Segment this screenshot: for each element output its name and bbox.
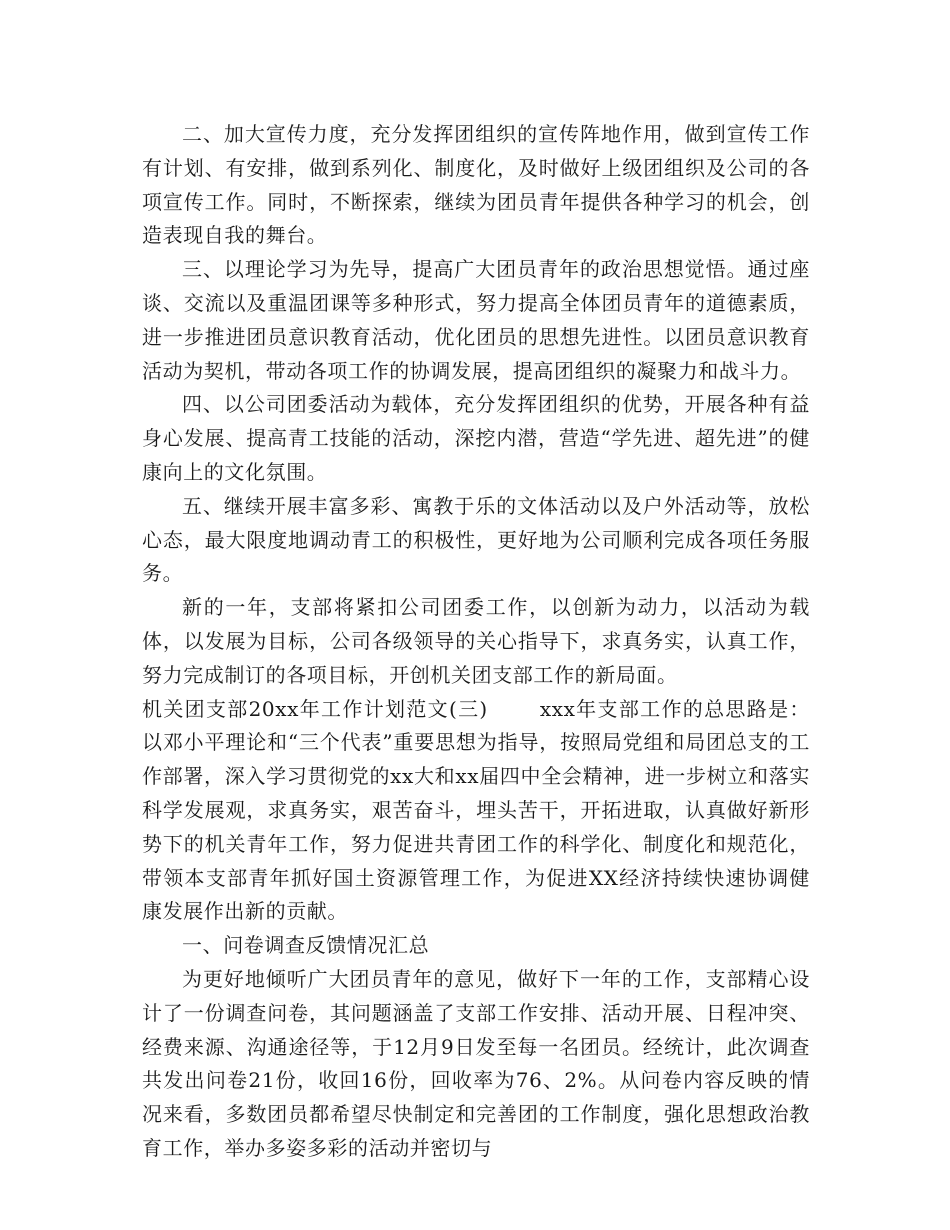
paragraph-survey-details: 为更好地倾听广大团员青年的意见，做好下一年的工作，支部精心设计了一份调查问卷，其问题涵盖了支部工作安排、活动开展、日程冲突、经费来源、沟通途径等，于12月9日发至每一名团员。经统计，此次调查共发出问卷21份，收回16份，回收率为76、2%。从问卷内容反映的情况来看，多数团员都希望尽快制定和完善团的工作制度，强化思想政治教育工作，举办多姿多彩的活动并密切与 — [142, 966, 810, 1160]
section-title: 机关团支部20xx年工作计划范文(三) — [142, 696, 488, 721]
section-block — [142, 693, 810, 930]
subheading-survey: 一、问卷调查反馈情况汇总 — [182, 933, 430, 958]
paragraph-activities-carrier: 四、以公司团委活动为载体，充分发挥团组织的优势，开展各种有益身心发展、提高青工技能的活动，深挖内潜，营造“学先进、超先进”的健康向上的文化氛围。 — [142, 392, 810, 484]
paragraph-cultural-activities: 五、继续开展丰富多彩、寓教于乐的文体活动以及户外活动等，放松心态，最大限度地调动青工的积极性，更好地为公司顺利完成各项任务服务。 — [142, 493, 810, 586]
paragraph-theory-study: 三、以理论学习为先导，提高广大团员青年的政治思想觉悟。通过座谈、交流以及重温团课等多种形式，努力提高全体团员青年的道德素质，进一步推进团员意识教育活动，优化团员的思想先进性。以团员意识教育活动为契机，带动各项工作的协调发展，提高团组织的凝聚力和战斗力。 — [142, 257, 810, 383]
document-page — [142, 118, 810, 1166]
paragraph-publicity: 二、加大宣传力度，充分发挥团组织的宣传阵地作用，做到宣传工作有计划、有安排，做到系列化、制度化，及时做好上级团组织及公司的各项宣传工作。同时，不断探索，继续为团员青年提供各种学习的机会，创造表现自我的舞台。 — [142, 122, 810, 248]
section-body: xxx年支部工作的总思路是：以邓小平理论和“三个代表”重要思想为指导，按照局党组和局团总支的工作部署，深入学习贯彻党的xx大和xx届四中全会精神，进一步树立和落实科学发展观，求真务实，艰苦奋斗，埋头苦干，开拓进取，认真做好新形势下的机关青年工作，努力促进共青团工作的科学化、制度化和规范化，带领本支部青年抓好国土资源管理工作，为促进XX经济持续快速协调健康发展作出新的贡献。 — [142, 696, 810, 924]
paragraph-new-year: 新的一年，支部将紧扣公司团委工作，以创新为动力，以活动为载体，以发展为目标，公司各级领导的关心指导下，求真务实，认真工作，努力完成制订的各项目标，开创机关团支部工作的新局面。 — [142, 595, 810, 687]
